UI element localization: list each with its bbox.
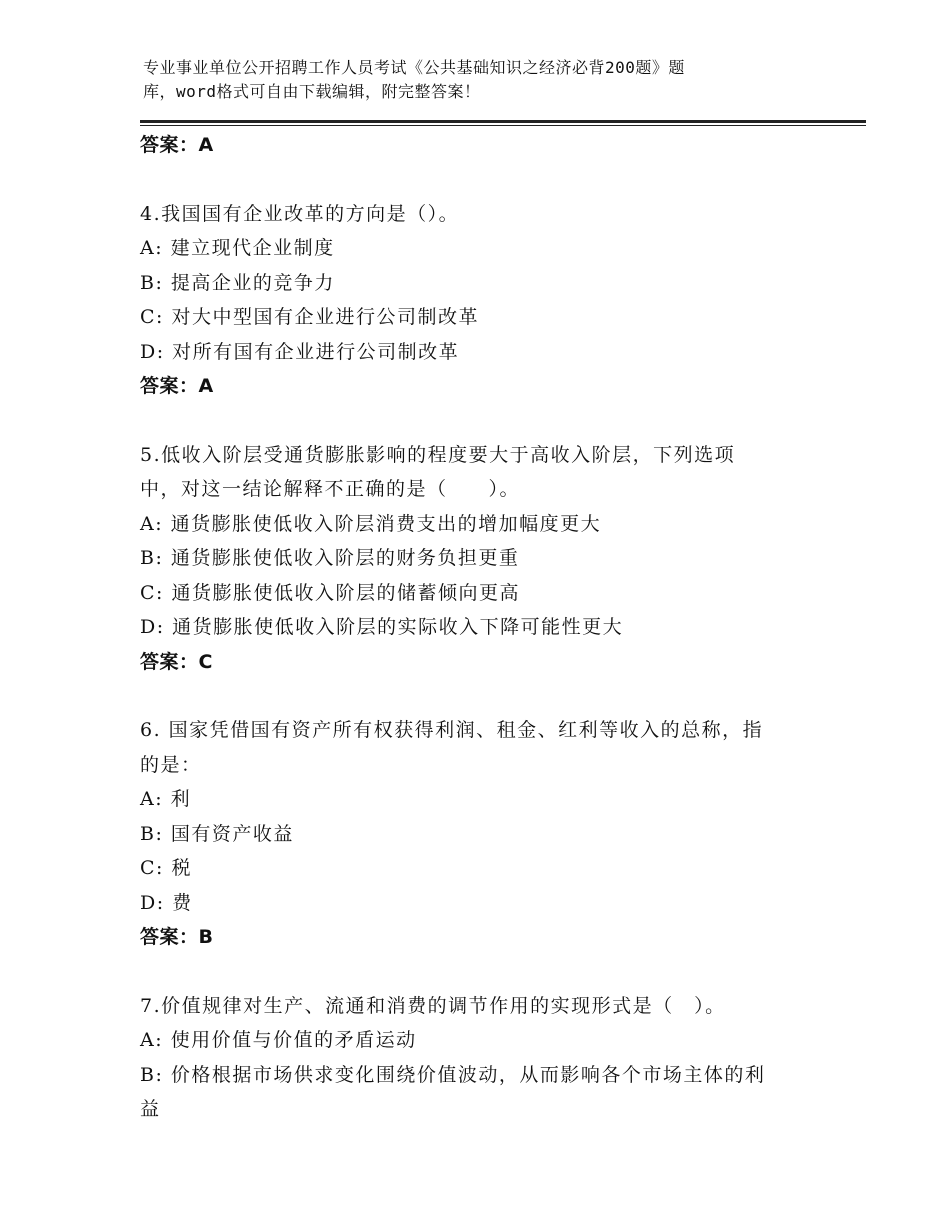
option-b: B: 通货膨胀使低收入阶层的财务负担更重 [140, 547, 520, 569]
answer-label: 答案：A [140, 375, 214, 397]
answer-label: 答案：A [140, 134, 214, 156]
option-d: D: 费 [140, 891, 193, 914]
option-c: C: 对大中型国有企业进行公司制改革 [140, 306, 479, 328]
question-stem: 4.我国国有企业改革的方向是（）。 [140, 202, 460, 225]
question-stem: 7.价值规律对生产、流通和消费的调节作用的实现形式是（ ）。 [140, 994, 726, 1017]
question-stem: 5.低收入阶层受通货膨胀影响的程度要大于高收入阶层，下列选项 [140, 443, 736, 466]
option-d: D: 通货膨胀使低收入阶层的实际收入下降可能性更大 [140, 616, 624, 638]
option-d: D: 对所有国有企业进行公司制改革 [140, 340, 460, 363]
question-block-4 [140, 197, 820, 404]
header-rule-thick [140, 120, 866, 123]
option-b: B: 提高企业的竞争力 [140, 271, 335, 294]
option-a: A: 使用价值与价值的矛盾运动 [140, 1029, 417, 1051]
option-a: A: 建立现代企业制度 [140, 237, 335, 259]
header-title-line-1: 专业事业单位公开招聘工作人员考试《公共基础知识之经济必背200题》题 [143, 58, 685, 77]
header-title-line-2: 库，word格式可自由下载编辑，附完整答案！ [143, 82, 481, 101]
spacer [140, 679, 820, 713]
question-block-7 [140, 989, 820, 1127]
answer-label: 答案：B [140, 926, 214, 948]
question-content [140, 128, 820, 1127]
option-b: B: 国有资产收益 [140, 822, 294, 845]
option-b: B: 价格根据市场供求变化围绕价值波动，从而影响各个市场主体的利 [140, 1063, 766, 1086]
spacer [140, 163, 820, 197]
spacer [140, 955, 820, 989]
option-c: C: 通货膨胀使低收入阶层的储蓄倾向更高 [140, 581, 520, 604]
option-a: A: 通货膨胀使低收入阶层消费支出的增加幅度更大 [140, 512, 602, 535]
question-stem: 6. 国家凭借国有资产所有权获得利润、租金、红利等收入的总称，指 [140, 719, 764, 741]
question-stem-continued: 中，对这一结论解释不正确的是（ ）。 [140, 478, 521, 500]
answer-label: 答案：C [140, 650, 213, 673]
option-a: A: 利 [140, 788, 192, 810]
question-stem-continued: 的是： [140, 753, 202, 776]
question-block-6 [140, 713, 820, 955]
option-c: C: 税 [140, 857, 192, 879]
header-rule-thin [140, 125, 866, 126]
option-b-continued: 益 [140, 1098, 161, 1120]
question-block-5 [140, 438, 820, 680]
spacer [140, 404, 820, 438]
document-header [143, 56, 783, 104]
